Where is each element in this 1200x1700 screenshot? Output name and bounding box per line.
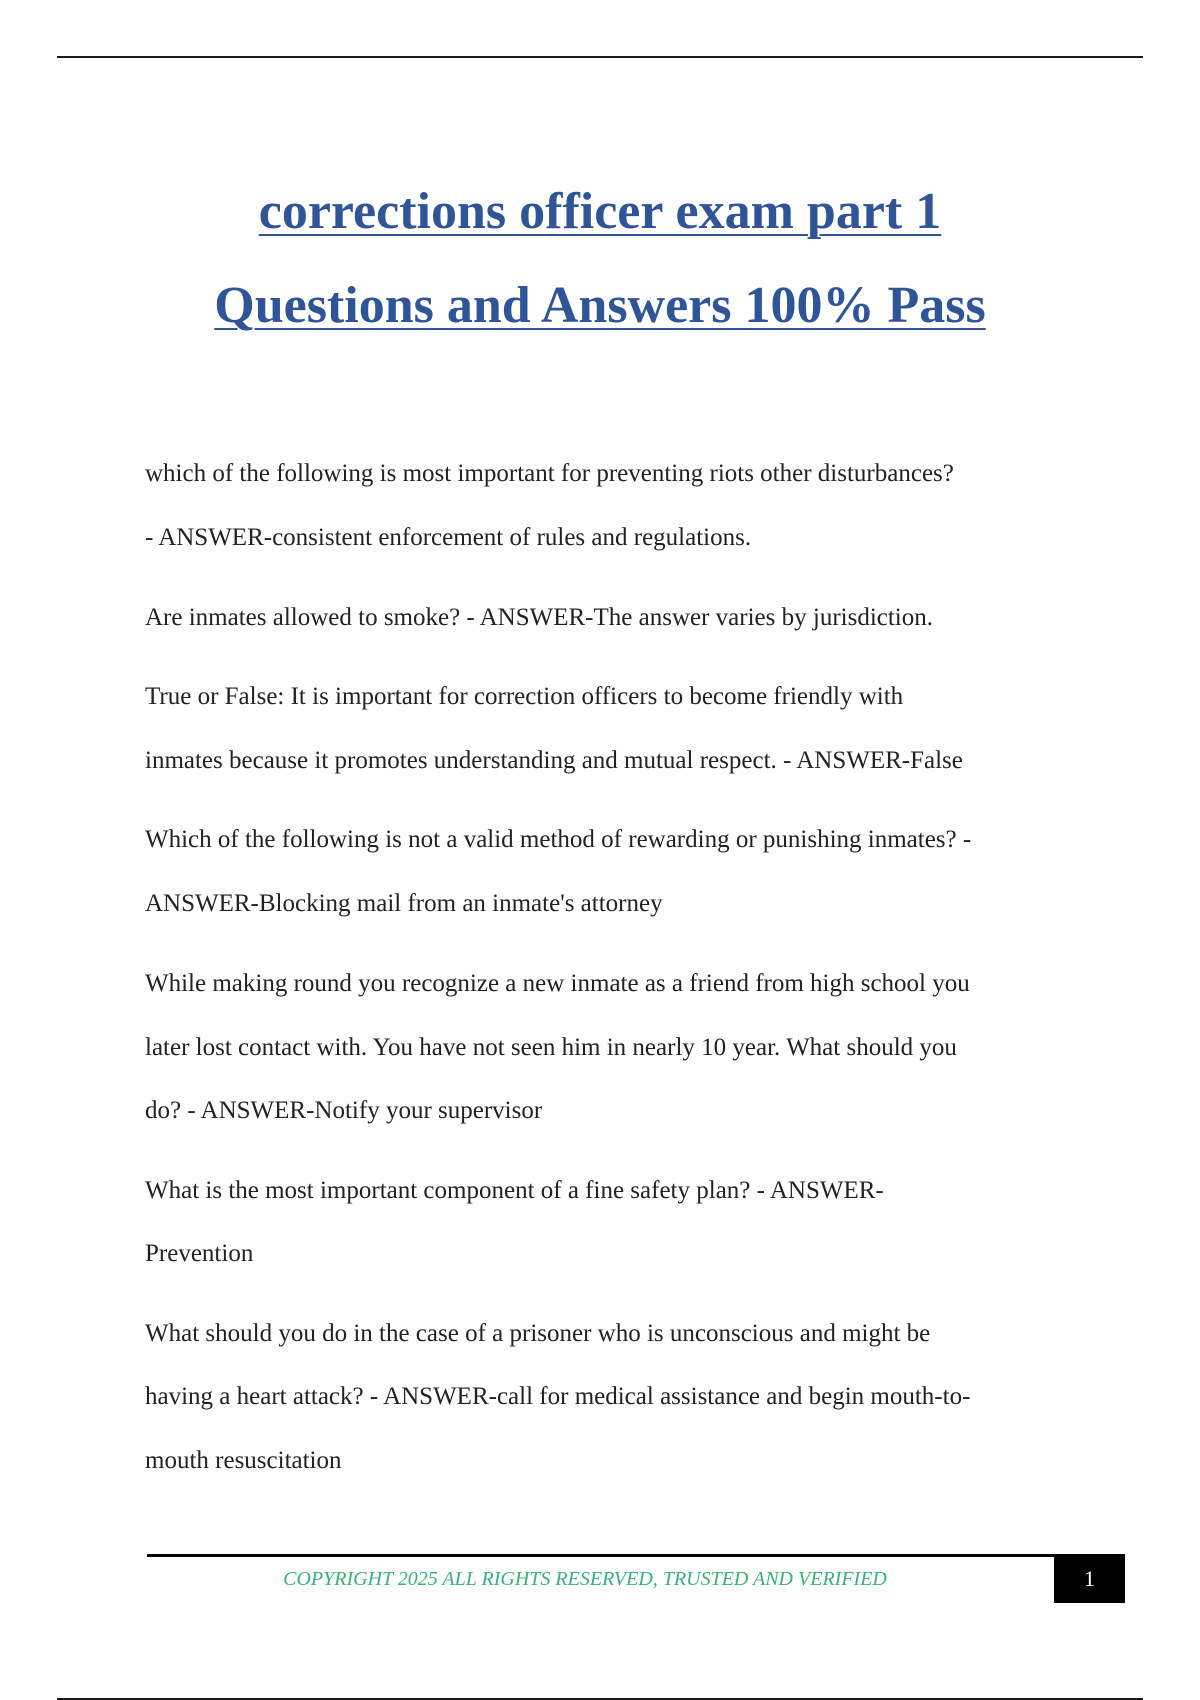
- question-4-line-2: ANSWER-Blocking mail from an inmate's attorney: [145, 890, 663, 917]
- question-6-line-2: Prevention: [145, 1240, 254, 1267]
- question-1-line-2: - ANSWER-consistent enforcement of rules and regulations.: [145, 524, 752, 551]
- question-5-line-3: do? - ANSWER-Notify your supervisor: [145, 1097, 543, 1124]
- question-7-line-2: having a heart attack? - ANSWER-call for medical assistance and begin mouth-to-: [145, 1383, 971, 1410]
- question-5-line-2: later lost contact with. You have not seen him in nearly 10 year. What should you: [145, 1034, 957, 1061]
- question-2-line-1: Are inmates allowed to smoke? - ANSWER-The answer varies by jurisdiction.: [145, 604, 934, 631]
- question-6-line-1: What is the most important component of a fine safety plan? - ANSWER-: [145, 1177, 884, 1204]
- top-rule: [57, 56, 1143, 58]
- footer-copyright: COPYRIGHT 2025 ALL RIGHTS RESERVED, TRUSTED AND VERIFIED: [283, 1568, 887, 1590]
- footer-rule: [147, 1554, 1054, 1557]
- question-7-line-3: mouth resuscitation: [145, 1447, 342, 1474]
- question-7-line-1: What should you do in the case of a prisoner who is unconscious and might be: [145, 1320, 931, 1347]
- page-number: 1: [1054, 1554, 1125, 1603]
- question-1-line-1: which of the following is most important for preventing riots other disturbances?: [145, 460, 954, 487]
- question-3-line-1: True or False: It is important for correction officers to become friendly with: [145, 683, 904, 710]
- document-title-line-2: Questions and Answers 100% Pass: [214, 277, 986, 334]
- question-5-line-1: While making round you recognize a new inmate as a friend from high school you: [145, 970, 970, 997]
- question-3-line-2: inmates because it promotes understanding and mutual respect. - ANSWER-False: [145, 747, 963, 774]
- document-title-line-1: corrections officer exam part 1: [258, 183, 942, 240]
- question-4-line-1: Which of the following is not a valid method of rewarding or punishing inmates? -: [145, 826, 972, 853]
